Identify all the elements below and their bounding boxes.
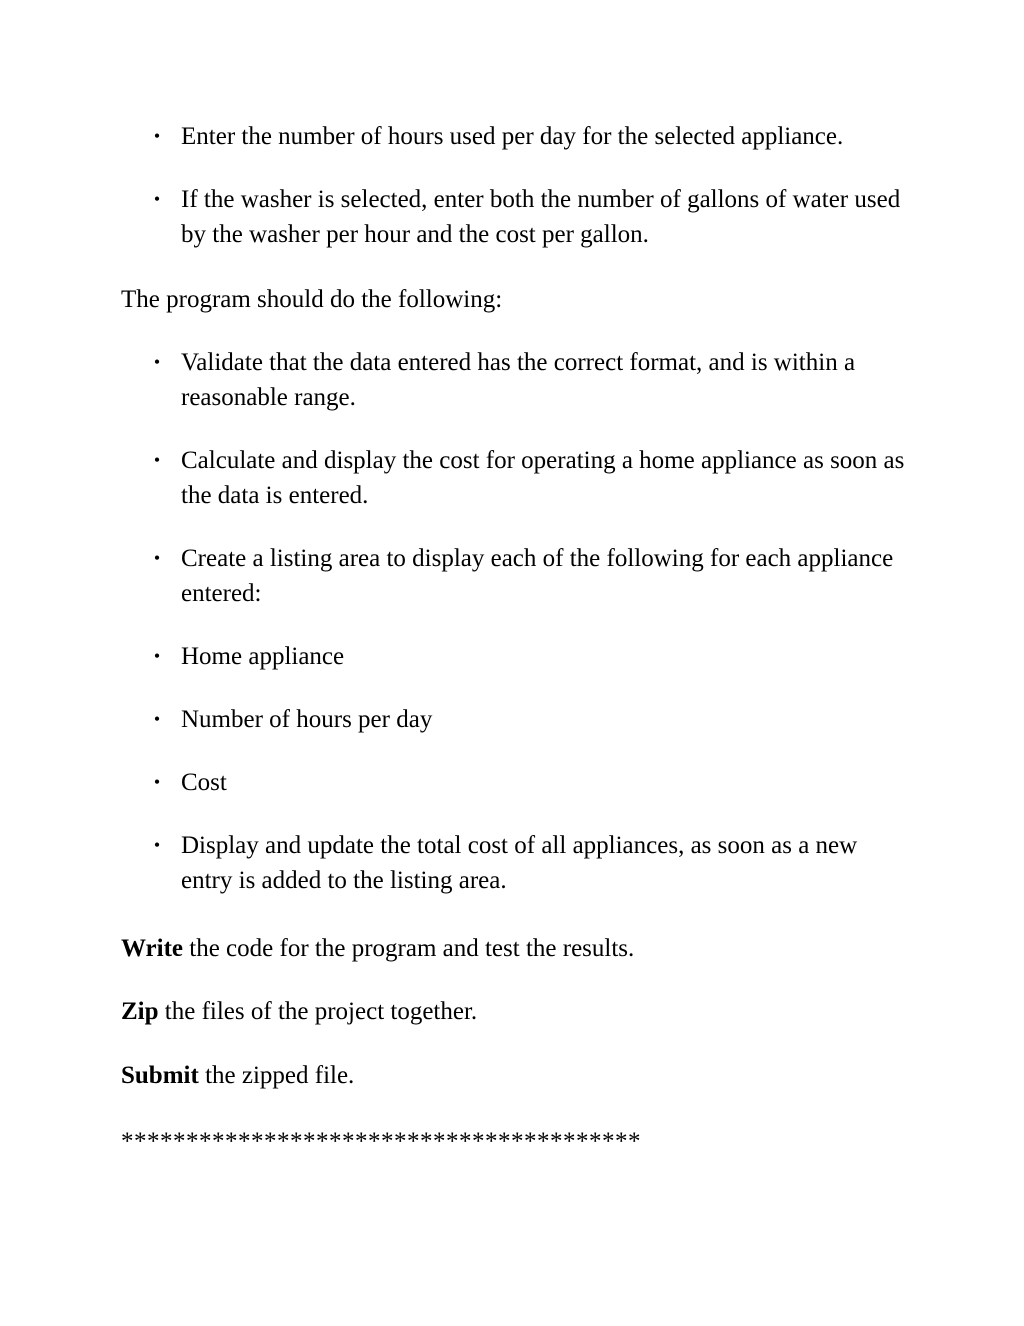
- instruction-text: the files of the project together.: [158, 998, 478, 1025]
- list-item: [0, 828, 1024, 898]
- instruction-text: the code for the program and test the results.: [183, 935, 635, 962]
- bullet-icon: •: [153, 646, 161, 666]
- list-item: [0, 541, 1024, 611]
- list-item: [0, 443, 1024, 513]
- program-intro: The program should do the following:: [121, 286, 503, 313]
- list-item-text: Number of hours per day: [181, 706, 433, 733]
- bullet-icon: •: [153, 126, 161, 146]
- bullet-icon: •: [153, 772, 161, 792]
- instruction-write: [121, 931, 921, 966]
- list-item-text: Display and update the total cost of all appliances, as soon as a new entry is added to the listing area.: [181, 832, 858, 894]
- list-item: [0, 639, 1024, 674]
- list-item-text: Cost: [181, 769, 227, 796]
- list-item-text: Home appliance: [181, 643, 345, 670]
- bullet-icon: •: [153, 450, 161, 470]
- list-item: [0, 345, 1024, 415]
- bullet-icon: •: [153, 352, 161, 372]
- instruction-keyword: Submit: [121, 1062, 199, 1089]
- list-item: [0, 119, 1024, 154]
- list-item: [0, 182, 1024, 252]
- instruction-text: the zipped file.: [198, 1062, 355, 1089]
- list-item-text: If the washer is selected, enter both the number of gallons of water used by the washer per hour and the cost per gallon.: [181, 186, 901, 248]
- instruction-zip: [121, 994, 921, 1029]
- bullet-icon: •: [153, 548, 161, 568]
- list-item: [0, 765, 1024, 800]
- separator-line: ****************************************: [121, 1128, 641, 1155]
- bullet-icon: •: [153, 189, 161, 209]
- instruction-submit: [121, 1058, 921, 1093]
- instruction-keyword: Write: [121, 935, 184, 962]
- list-item-text: Calculate and display the cost for operating a home appliance as soon as the data is entered.: [181, 447, 905, 509]
- instruction-keyword: Zip: [121, 998, 159, 1025]
- list-item-text: Enter the number of hours used per day for the selected appliance.: [181, 123, 844, 150]
- program-bullet-list: [0, 345, 1024, 898]
- list-item-text: Create a listing area to display each of the following for each appliance entered:: [181, 545, 894, 607]
- input-bullet-list: [0, 119, 1024, 252]
- list-item-text: Validate that the data entered has the correct format, and is within a reasonable range.: [181, 349, 856, 411]
- bullet-icon: •: [153, 835, 161, 855]
- bullet-icon: •: [153, 709, 161, 729]
- list-item: [0, 702, 1024, 737]
